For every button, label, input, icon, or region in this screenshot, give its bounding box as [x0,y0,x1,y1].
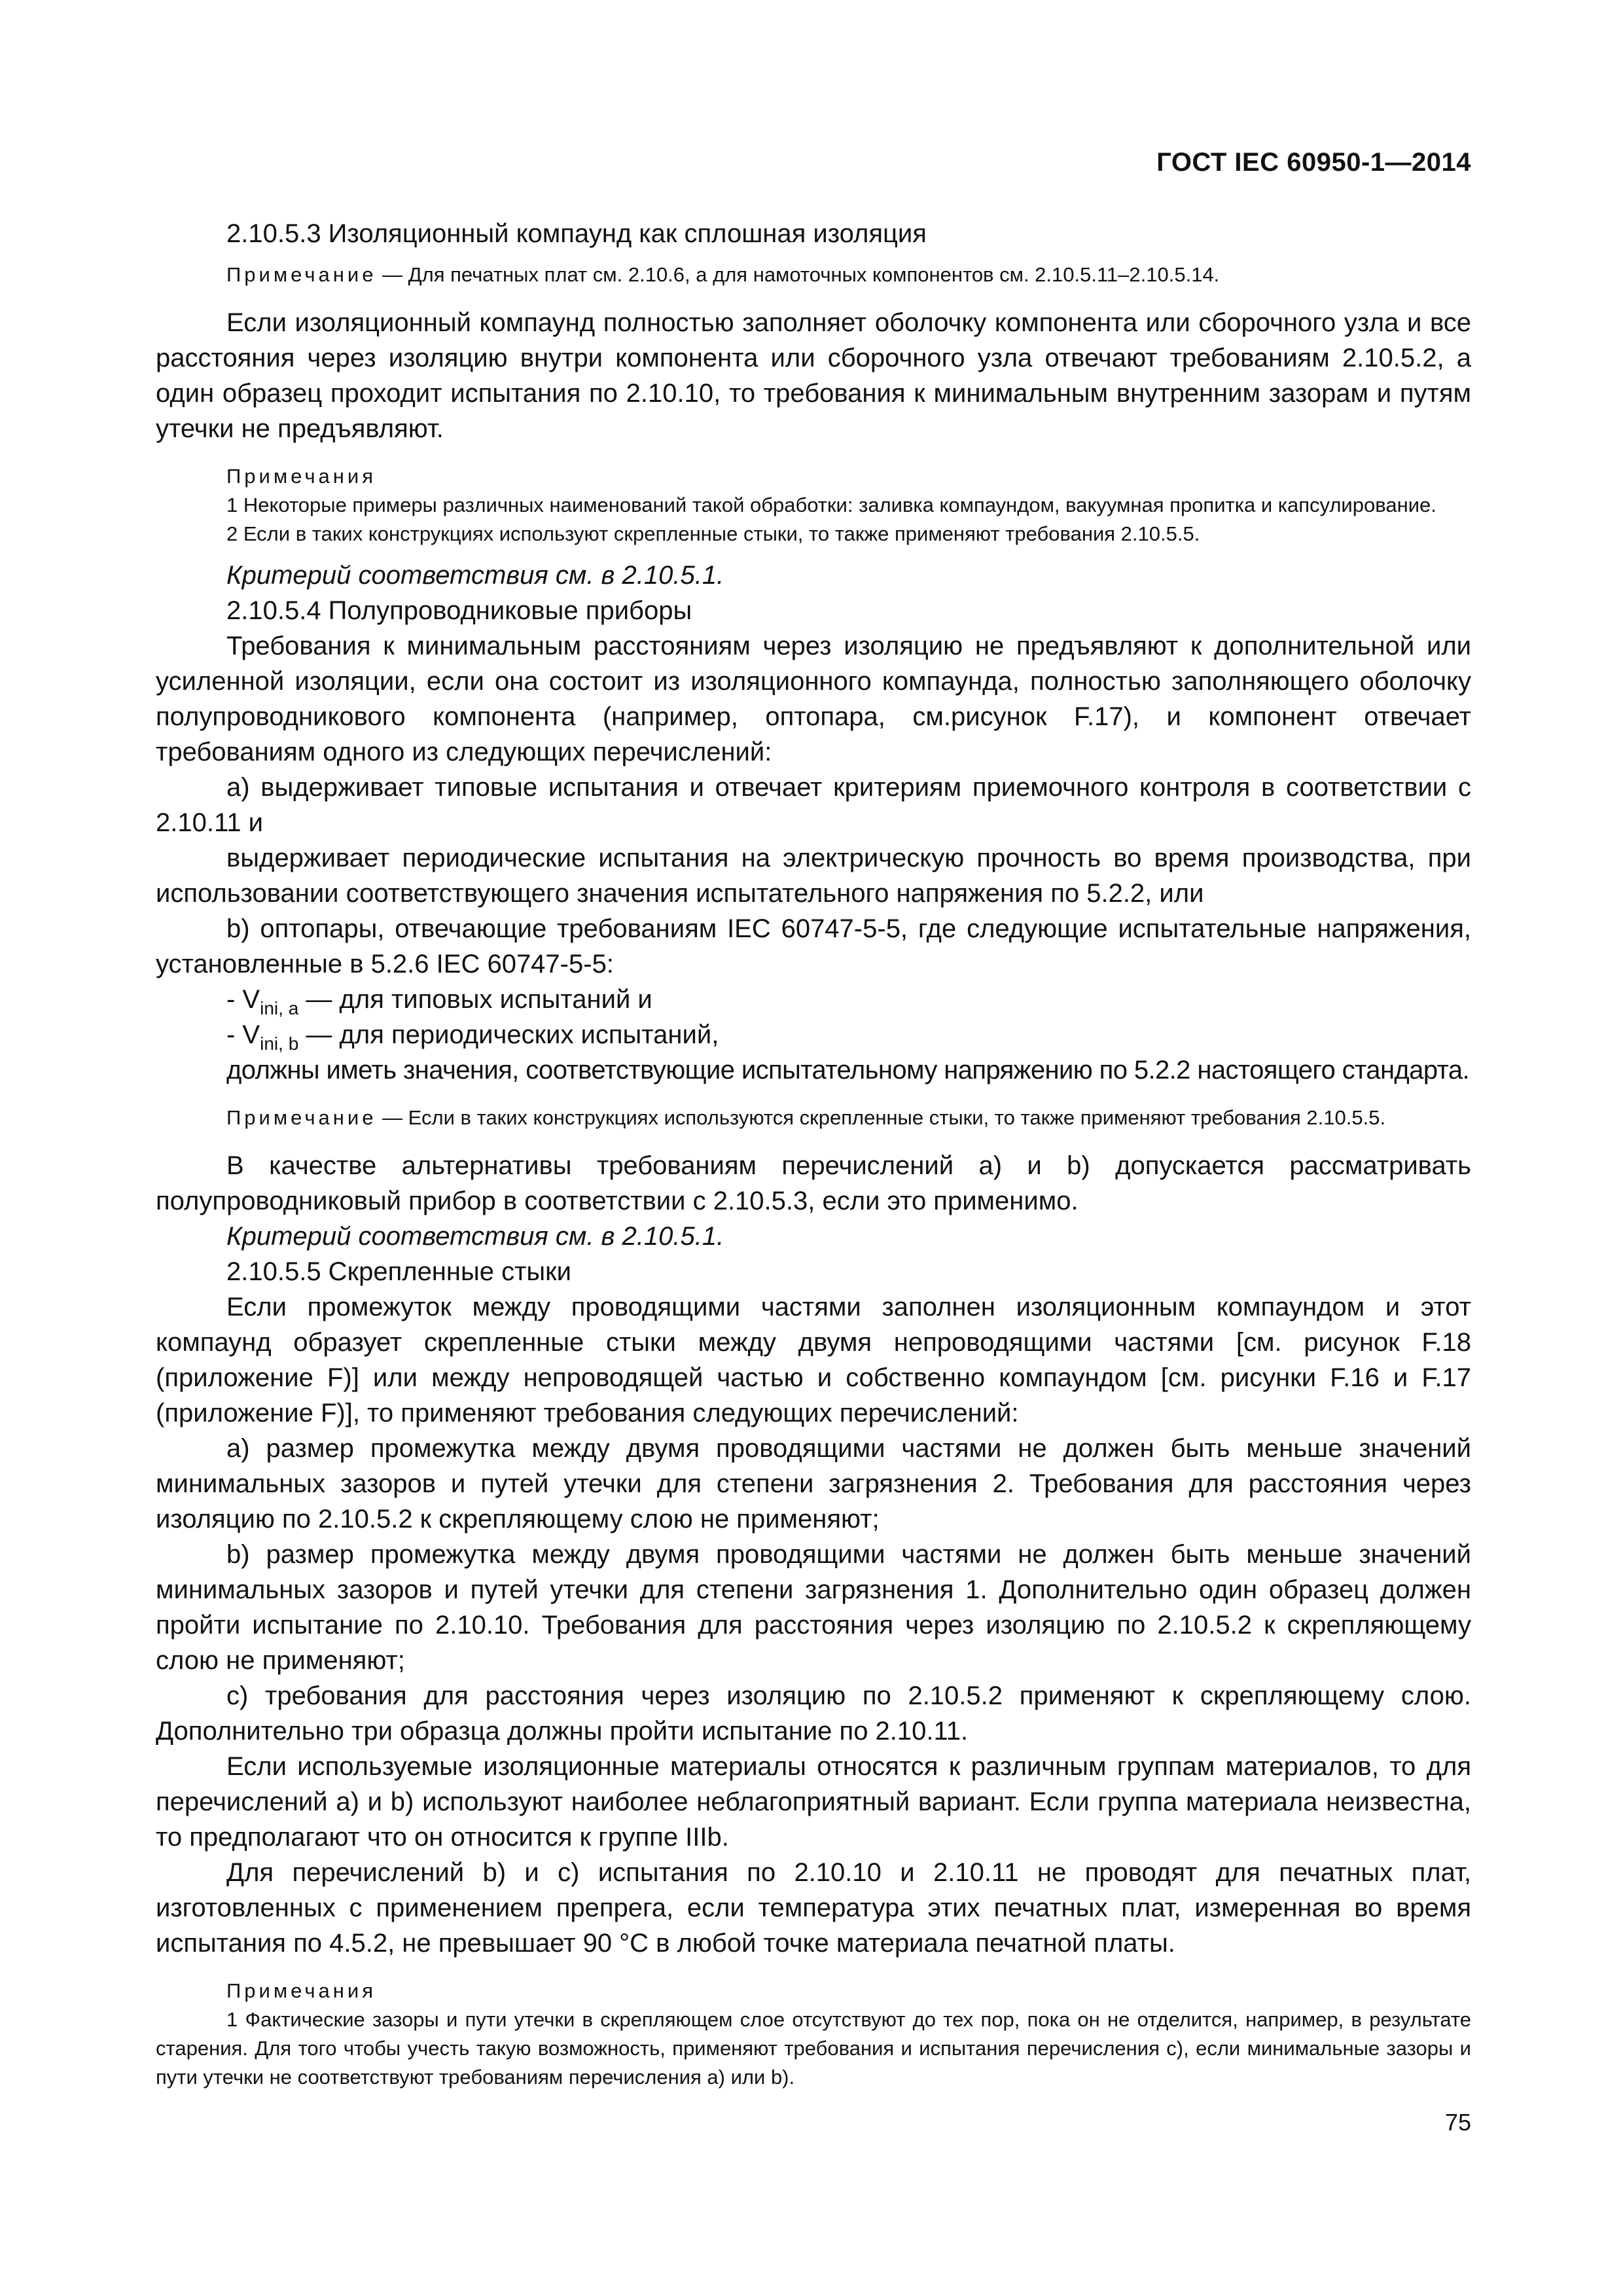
note-label: Примечание [226,1106,377,1129]
paragraph: Если изоляционный компаунд полностью заполняет оболочку компонента или сборочного узла и все расстояния через изоляцию внутри компонента или сборочного узла отвечают требованиям 2.10.5.2, а один образец проходит испытания по 2.10.10, то требования к минимальным внутренним зазорам и путям утечки не предъявляют. [156,308,1471,443]
page-content [156,216,1471,2092]
paragraph: должны иметь значения, соответствующие испытательному напряжению по 5.2.2 настоящего стандарта. [226,1056,1470,1085]
section-heading-2-10-5-5: 2.10.5.5 Скрепленные стыки [226,1257,572,1286]
dash-prefix: - V [226,985,260,1014]
note-item-1: 1 Некоторые примеры различных наименований такой обработки: заливка компаундом, вакуумная пропитка и капсулирование. [226,493,1436,516]
subscript: ini, a [260,998,299,1018]
notes-label-text: Примечания [226,1979,376,2002]
list-item-c: c) требования для расстояния через изоляцию по 2.10.5.2 применяют к скрепляющему слою. Дополнительно три образца должны пройти испытание по 2.10.11. [156,1681,1471,1746]
compliance-criterion: Критерий соответствия см. в 2.10.5.1. [226,561,724,590]
dash-item-2 [156,1017,1471,1052]
section-heading-2-10-5-4: 2.10.5.4 Полупроводниковые приборы [226,596,692,625]
dash-prefix: - V [226,1020,260,1049]
list-item-a: a) размер промежутка между двумя проводящими частями не должен быть меньше значений минимальных зазоров и путей утечки для степени загрязнения 2. Требования для расстояния через изоляцию по 2.10.5.2 к скрепляющему слою не применяют; [156,1434,1471,1534]
notes-label-text: Примечания [226,465,376,488]
paragraph: В качестве альтернативы требованиям перечислений a) и b) допускается рассматривать полупроводниковый прибор в соответствии с 2.10.5.3, если это применимо. [156,1151,1471,1215]
note [156,1103,1471,1132]
page-number: 75 [1444,2109,1471,2136]
note-text: — Для печатных плат см. 2.10.6, а для намоточных компонентов см. 2.10.5.11–2.10.5.14. [376,263,1220,286]
dash-text: — для типовых испытаний и [298,985,652,1014]
note-item-2: 2 Если в таких конструкциях используют скрепленные стыки, то также применяют требования 2.10.5.5. [226,522,1200,545]
list-item-a: a) выдерживает типовые испытания и отвечает критериям приемочного контроля в соответствии с 2.10.11 и [156,773,1471,837]
note [156,260,1471,289]
subscript: ini, b [260,1033,299,1054]
note-text: — Если в таких конструкциях используются скрепленные стыки, то также применяют требования 2.10.5.5. [376,1106,1386,1129]
paragraph: Для перечислений b) и c) испытания по 2.10.10 и 2.10.11 не проводят для печатных плат, изготовленных с применением препрега, если температура этих печатных плат, измеренная во время испытания по 4.5.2, не превышает 90 °C в любой точке материала печатной платы. [156,1858,1471,1958]
dash-item-1 [156,982,1471,1017]
note-item-1: 1 Фактические зазоры и пути утечки в скрепляющем слое отсутствуют до тех пор, пока он не отделится, например, в результате старения. Для того чтобы учесть такую возможность, применяют требования и испытания перечисления c), если минимальные зазоры и пути утечки не соответствуют требованиям перечисления a) или b). [156,2008,1471,2089]
list-item-b: b) оптопары, отвечающие требованиям IEC 60747-5-5, где следующие испытательные напряжения, установленные в 5.2.6 IEC 60747-5-5: [156,914,1471,978]
section-heading-2-10-5-3: 2.10.5.3 Изоляционный компаунд как сплошная изоляция [226,219,927,248]
list-item-b: b) размер промежутка между двумя проводящими частями не должен быть меньше значений минимальных зазоров и путей утечки для степени загрязнения 1. Дополнительно один образец должен пройти испытание по 2.10.10. Требования для расстояния через изоляцию по 2.10.5.2 к скрепляющему слою не применяют; [156,1540,1471,1675]
list-item-a-continuation: выдерживает периодические испытания на электрическую прочность во время производства, при использовании соответствующего значения испытательного напряжения по 5.2.2, или [156,844,1471,908]
paragraph: Если используемые изоляционные материалы относятся к различным группам материалов, то для перечислений a) и b) используют наиболее неблагоприятный вариант. Если группа материала неизвестна, то предполагают что он относится к группе IIIb. [156,1752,1471,1852]
compliance-criterion: Критерий соответствия см. в 2.10.5.1. [226,1222,724,1251]
note-label: Примечание [226,263,377,286]
paragraph: Если промежуток между проводящими частями заполнен изоляционным компаундом и этот компаунд образует скрепленные стыки между двумя непроводящими частями [см. рисунок F.18 (приложение F)] или между непроводящей частью и собственно компаундом [см. рисунки F.16 и F.17 (приложение F)], то применяют требования следующих перечислений: [156,1293,1471,1427]
notes-label [156,1977,1471,2005]
dash-text: — для периодических испытаний, [298,1020,719,1049]
standard-designation: ГОСТ IEC 60950-1—2014 [1156,148,1471,177]
notes-label [156,462,1471,491]
paragraph: Требования к минимальным расстояниям через изоляцию не предъявляют к дополнительной или усиленной изоляции, если она состоит из изоляционного компаунда, полностью заполняющего оболочку полупроводникового компонента (например, оптопара, см.рисунок F.17), и компонент отвечает требованиям одного из следующих перечислений: [156,632,1471,766]
